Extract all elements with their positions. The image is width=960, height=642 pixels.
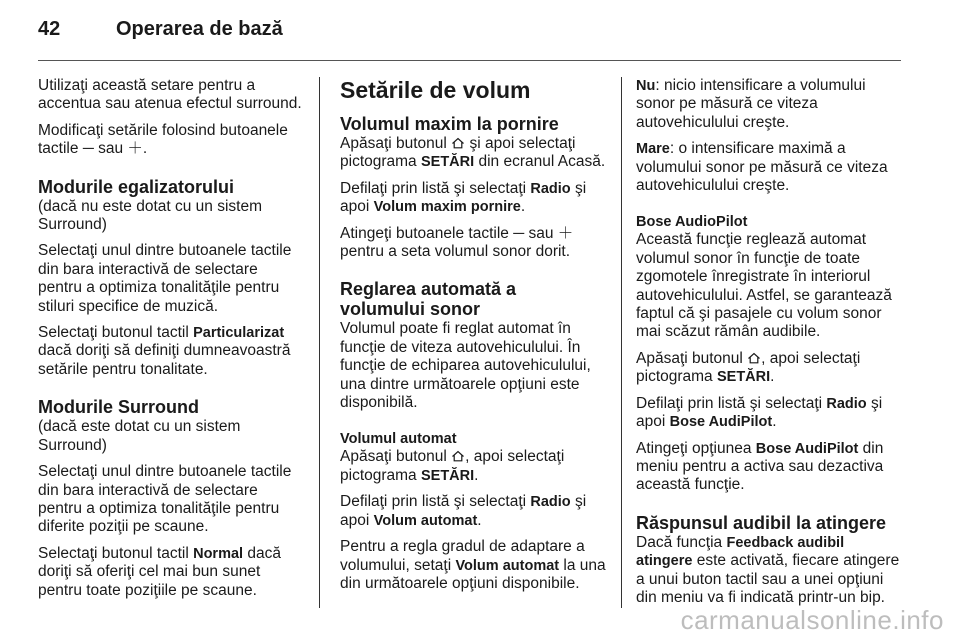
heading-touch-feedback: Răspunsul audibil la atingere <box>636 512 887 533</box>
bose-p2: Apăsaţi butonul , apoi selectaţi pictograma SETĂRI. <box>636 349 861 386</box>
bose-p3: Defilaţi prin listă şi selectaţi Radio şi apoi Bose AudiPilot. <box>636 394 883 431</box>
max-volume-p3: Atingeţi butoanele tactile ─ sau ＋ pentru a seta volumul sonor dorit. <box>340 224 574 261</box>
label-setari: SETĂRI <box>716 369 771 386</box>
equalizer-note: (dacă nu este dotat cu un sistem Surround) <box>38 197 263 234</box>
option-volum-maxim-pornire: Volum maxim pornire <box>373 199 521 216</box>
column-3 <box>636 77 904 615</box>
volumul-automat-p1: Apăsaţi butonul , apoi selectaţi pictograma SETĂRI. <box>340 448 565 484</box>
column-1 <box>38 77 304 608</box>
minus-button-glyph: ─ <box>513 224 525 242</box>
option-particularizat: Particularizat <box>193 325 285 342</box>
home-icon <box>747 352 761 364</box>
bose-p4: Atingeţi opţiunea Bose AudiPilot din meniu pentru a activa sau dezactiva această funcţie. <box>636 439 884 494</box>
plus-button-glyph: ＋ <box>557 224 574 242</box>
volumul-automat-p3: Pentru a regla gradul de adaptare a volumului, setaţi Volum automat la una din următoarele opţiuni disponibile. <box>340 538 606 592</box>
max-volume-p1: Apăsaţi butonul şi apoi selectaţi pictograma SETĂRI din ecranul Acasă. <box>340 135 606 171</box>
touch-feedback-p1: Dacă funcţia Feedback audibil atingere este activată, fiecare atingere a unui buton tactil sau a unei opţiuni din meniu va fi indicată printr-un bip. <box>636 533 900 606</box>
option-radio: Radio <box>826 395 867 412</box>
plus-button-glyph: ＋ <box>127 140 143 158</box>
home-icon <box>451 137 465 149</box>
option-feedback-audibil-atingere: Feedback audibil atingere <box>636 534 845 570</box>
bose-p1: Această funcţie reglează automat volumul sonor în funcţie de toate zgomotele înregistrate în interiorul autovehiculului. Astfel, se garantează faptul că şi pasajele cu volum sonor mai scăzut rămân audibile. <box>636 231 892 341</box>
heading-max-startup-volume: Volumul maxim la pornire <box>340 114 559 134</box>
option-volum-automat: Volum automat <box>455 557 560 574</box>
label-setari: SETĂRI <box>420 154 475 171</box>
heading-volume-settings: Setările de volum <box>340 77 531 103</box>
option-nu: Nu <box>636 78 656 94</box>
surround-p1: Selectaţi unul dintre butoanele tactile din bara interactivă de selectare pentru a optimiza tonalităţile pentru diferite poziţii pe scaune. <box>38 463 292 536</box>
minus-button-glyph: ─ <box>82 140 94 158</box>
page-title: Operarea de bază <box>116 18 283 40</box>
volumul-automat-p2: Defilaţi prin listă şi selectaţi Radio şi apoi Volum automat. <box>340 493 587 529</box>
page-number: 42 <box>38 18 61 40</box>
equalizer-p1: Selectaţi unul dintre butoanele tactile din bara interactivă de selectare pentru a optimiza tonalităţile pentru stiluri specifice de muzică. <box>38 242 292 315</box>
option-radio: Radio <box>530 494 571 511</box>
home-icon <box>451 450 465 462</box>
option-bose-audipilot: Bose AudiPilot <box>755 440 859 457</box>
option-radio: Radio <box>530 180 571 197</box>
option-bose-audipilot: Bose AudiPilot <box>669 414 773 431</box>
heading-bose-audiopilot: Bose AudioPilot <box>636 214 748 231</box>
auto-volume-p1: Volumul poate fi reglat automat în funcţie de viteza autovehiculului. În funcţie de echiparea autovehiculului, una dintre următoarele opţiuni este disponibilă. <box>340 320 591 412</box>
header-rule <box>38 60 901 61</box>
heading-surround-modes: Modurile Surround <box>38 397 199 418</box>
watermark: carmanualsonline.info <box>680 605 944 635</box>
surround-intro: Utilizaţi această setare pentru a accentua sau atenua efectul surround. <box>38 77 302 113</box>
heading-volumul-automat: Volumul automat <box>340 431 457 448</box>
column-divider-1 <box>319 77 320 608</box>
surround-note: (dacă este dotat cu un sistem Surround) <box>38 418 241 454</box>
option-normal: Normal <box>193 545 244 562</box>
option-volum-automat: Volum automat <box>373 512 478 529</box>
heading-auto-volume: Reglarea automată a volumului sonor <box>340 279 517 320</box>
heading-equalizer-modes: Modurile egalizatorului <box>38 176 235 197</box>
max-volume-p2: Defilaţi prin listă şi selectaţi Radio şi apoi Volum maxim pornire. <box>340 179 587 216</box>
option-mare: Mare <box>636 141 670 158</box>
surround-adjust: Modificaţi setările folosind butoanele tactile ─ sau ＋. <box>38 121 288 158</box>
column-2 <box>340 77 606 601</box>
option-mare-desc: Mare: o intensificare maximă a volumului sonor pe măsură ce viteza autovehiculului creşte. <box>636 140 888 195</box>
column-divider-2 <box>621 77 622 608</box>
option-nu-desc: Nu: nicio intensificare a volumului sonor pe măsură ce viteza autovehiculului creşte. <box>636 77 866 131</box>
equalizer-p2: Selectaţi butonul tactil Particularizat dacă doriţi să definiţi dumneavoastră setările pentru tonalitate. <box>38 324 291 378</box>
surround-p2: Selectaţi butonul tactil Normal dacă doriţi să oferiţi cel mai bun sunet pentru toate poziţiile pe scaune. <box>38 544 281 599</box>
page-header <box>38 18 283 50</box>
label-setari: SETĂRI <box>420 467 475 484</box>
